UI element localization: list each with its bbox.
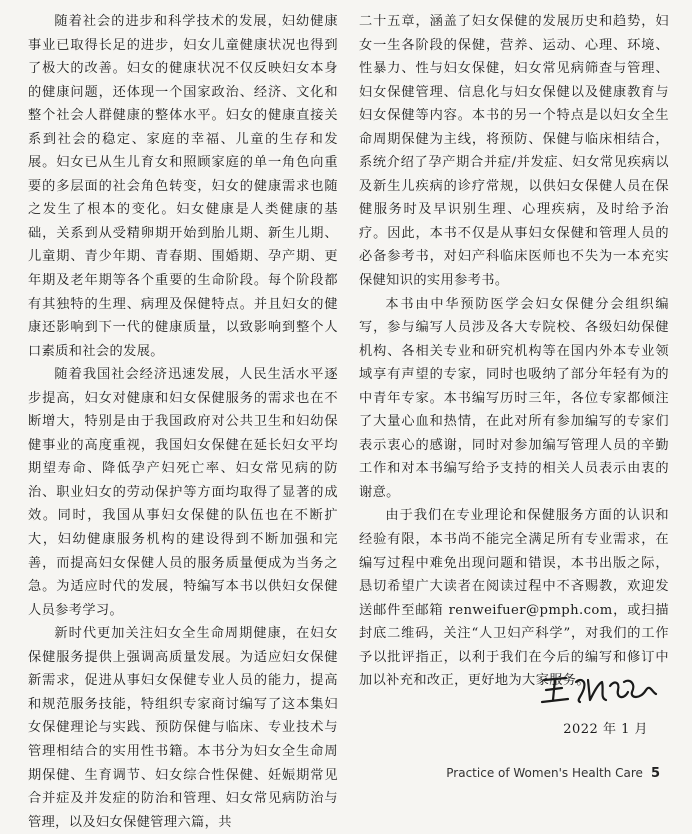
paragraph: 随着社会的进步和科学技术的发展，妇幼健康事业已取得长足的进步，妇女儿童健康状况也得到了极大的改善。妇女的健康状况不仅反映妇女本身的健康问题，还体现一个国家政治、经济、文化和整个社会人群健康的整体水平。妇女的健康直接关系到社会的稳定、家庭的幸福、儿童的生存和发展。妇女已从生儿育女和照顾家庭的单一角色向重要的多层面的社会角色转变，妇女的健康需求也随之发生了根本的变化。妇女健康是人类健康的基础，关系到从受精卵期开始到胎儿期、新生儿期、儿童期、青少年期、青春期、围婚期、孕产期、更年期及老年期等各个重要的生命阶段。每个阶段都有其独特的生理、病理及保健特点。并且妇女的健康还影响到下一代的健康质量，以致影响到整个人口素质和社会的发展。 xyxy=(28,14,338,359)
page-number: 5 xyxy=(650,766,660,781)
paragraph: 本书由中华预防医学会妇女保健分会组织编写，参与编写人员涉及各大专院校、各级妇幼保健机构、各相关专业和研究机构等在国内外本专业领域享有声望的专家，同时也吸纳了部分年轻有为的中青年专家。本书编写历时三年，各位专家都倾注了大量心血和热情，在此对所有参加编写的专家们表示衷心的感谢，同时对参加编写管理人员的辛勤工作和对本书编写给予支持的相关人员表示由衷的谢意。 xyxy=(359,296,669,500)
paragraph: 二十五章，涵盖了妇女保健的发展历史和趋势，妇女一生各阶段的保健，营养、运动、心理、环境、性暴力、性与妇女保健，妇女常见病筛查与管理、妇女保健管理、信息化与妇女保健以及健康教育与妇女保健等内容。本书的另一个特点是以妇女全生命周期保健为主线，将预防、保健与临床相结合，系统介绍了孕产期合并症/并发症、妇女常见疾病以及新生儿疾病的诊疗常规，以供妇女保健人员在保健服务时及早识别生理、心理疾病，及时给予治疗。因此，本书不仅是从事妇女保健和管理人员的必备参考书，对妇产科临床医师也不失为一本充实保健知识的实用参考书。 xyxy=(359,14,669,289)
date: 2022 年 1 月 xyxy=(563,722,648,737)
page-footer xyxy=(446,766,660,781)
right-column xyxy=(359,10,669,693)
handwritten-signature xyxy=(540,670,660,710)
book-title: Practice of Women's Health Care xyxy=(446,766,643,780)
paragraph: 新时代更加关注妇女全生命周期健康，在妇女保健服务提供上强调高质量发展。为适应妇女保健新需求，促进从事妇女保健专业人员的能力，提高和规范服务技能，特组织专家商讨编写了这本集妇女保健理论与实践、预防保健与临床、专业技术与管理相结合的实用性书籍。本书分为妇女全生命周期保健、生育调节、妇女综合性保健、妊娠期常见合并症及并发症的防治和管理、妇女常见病防治与管理，以及妇女保健管理六篇，共 xyxy=(28,626,338,830)
paragraph: 由于我们在专业理论和保健服务方面的认识和经验有限，本书尚不能完全满足所有专业需求，在编写过程中难免出现问题和错误，本书出版之际，恳切希望广大读者在阅读过程中不吝赐教，欢迎发送邮件至邮箱 renweifuer@pmph.com，或扫描封底二维码，关注“人卫妇产科学”，对我们的工作予以批评指正，以利于我们在今后的编写和修订中加以补充和改正，更好地为大家服务。 xyxy=(359,508,669,689)
left-column xyxy=(28,10,338,834)
paragraph: 随着我国社会经济迅速发展，人民生活水平逐步提高，妇女对健康和妇女保健服务的需求也在不断增大，特别是由于我国政府对公共卫生和妇幼保健事业的高度重视，我国妇女保健在延长妇女平均期望寿命、降低孕产妇死亡率、妇女常见病的防治、职业妇女的劳动保护等方面均取得了显著的成效。同时，我国从事妇女保健的队伍也在不断扩大，妇幼健康服务机构的建设得到不断加强和完善，而提高妇女保健人员的服务质量便成为当务之急。为适应时代的发展，特编写本书以供妇女保健人员参考学习。 xyxy=(28,367,338,618)
